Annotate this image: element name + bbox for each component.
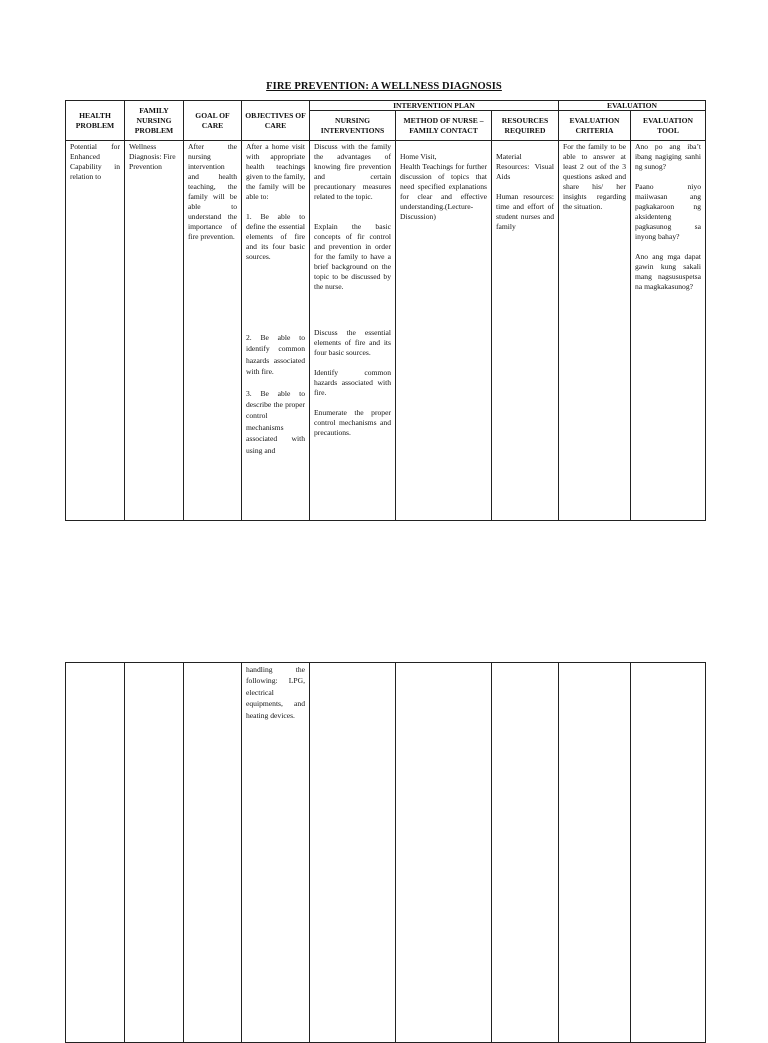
care-plan-table-continued [65, 662, 706, 1043]
intervention-5: Enumerate the proper control mechanisms and precautions. [314, 408, 391, 437]
cell-evaluation-criteria: For the family to be able to answer at least 2 out of the 3 questions asked and share his/ her insights regarding the situation. [559, 141, 631, 521]
header-method-of-nurse-family-contact: METHOD OF NURSE – FAMILY CONTACT [396, 111, 492, 141]
intervention-1: Discuss with the family the advantages of knowing fire prevention and certain precautionary measures related to the topic. [314, 142, 391, 201]
cell-health-problem: Potential for Enhanced Capability in relation to [66, 141, 125, 521]
header-evaluation-criteria: EVALUATION CRITERIA [559, 111, 631, 141]
header-goal-of-care: GOAL OF CARE [184, 101, 242, 141]
header-resources-required: RESOURCES REQUIRED [492, 111, 559, 141]
cont-cell-nursing-interventions [310, 663, 396, 1043]
header-evaluation: EVALUATION [559, 101, 706, 111]
header-evaluation-tool: EVALUATION TOOL [631, 111, 706, 141]
cont-cell-goal-of-care [184, 663, 242, 1043]
page-title: FIRE PREVENTION: A WELLNESS DIAGNOSIS [266, 81, 502, 92]
objective-1: 1. Be able to define the essential elements of fire and its four basic sources. [246, 212, 305, 261]
cell-goal-of-care: After the nursing intervention and health teaching, the family will be able to understand the importance of fire prevention. [184, 141, 242, 521]
cell-family-nursing-problem: Wellness Diagnosis: Fire Prevention [125, 141, 184, 521]
cell-nursing-interventions [310, 141, 396, 521]
resources-human: Human resources: time and effort of student nurses and family [496, 192, 554, 231]
objective-3: 3. Be able to describe the proper control mechanisms associated with using and [246, 388, 305, 455]
header-objectives-of-care: OBJECTIVES OF CARE [242, 101, 310, 141]
objective-2: 2. Be able to identify common hazards associated with fire. [246, 333, 305, 377]
intervention-3: Discuss the essential elements of fire and its four basic sources. [314, 328, 391, 357]
evaluation-question-3: Ano ang mga dapat gawin kung sakali mang nagsususpetsa na magkakasunog? [635, 252, 701, 291]
evaluation-question-1: Ano po ang iba’t ibang nagiging sanhi ng sunog? [635, 142, 701, 171]
cont-cell-evaluation-criteria [559, 663, 631, 1043]
cont-cell-evaluation-tool [631, 663, 706, 1043]
header-intervention-plan: INTERVENTION PLAN [310, 101, 559, 111]
cont-cell-objectives-of-care: handling the following: LPG, electrical equipments, and heating devices. [242, 663, 310, 1043]
evaluation-question-2: Paano niyo maiiwasan ang pagkakaroon ng aksidenteng pagkasunog sa inyong bahay? [635, 182, 701, 241]
care-plan-table [65, 100, 706, 521]
cell-evaluation-tool [631, 141, 706, 521]
cell-resources-required [492, 141, 559, 521]
cont-cell-method-of-contact [396, 663, 492, 1043]
cell-objectives-of-care [242, 141, 310, 521]
cont-cell-family-nursing-problem [125, 663, 184, 1043]
resources-material: Material Resources: Visual Aids [496, 152, 554, 181]
header-family-nursing-problem: FAMILY NURSING PROBLEM [125, 101, 184, 141]
cont-cell-resources-required [492, 663, 559, 1043]
header-health-problem: HEALTH PROBLEM [66, 101, 125, 141]
cell-method-of-contact [396, 141, 492, 521]
method-line-2: Health Teachings for further discussion of topics that need specified explanations for clear and effective understanding.(Lecture-Discussion) [400, 162, 487, 221]
method-line-1: Home Visit, [400, 152, 437, 161]
header-nursing-interventions: NURSING INTERVENTIONS [310, 111, 396, 141]
objectives-intro: After a home visit with appropriate health teachings given to the family, the family will be able to: [246, 142, 305, 201]
intervention-2: Explain the basic concepts of fir control and prevention in order for the family to have a brief background on the topic to be discussed by the nurse. [314, 222, 391, 291]
intervention-4: Identify common hazards associated with fire. [314, 368, 391, 397]
cont-cell-health-problem [66, 663, 125, 1043]
